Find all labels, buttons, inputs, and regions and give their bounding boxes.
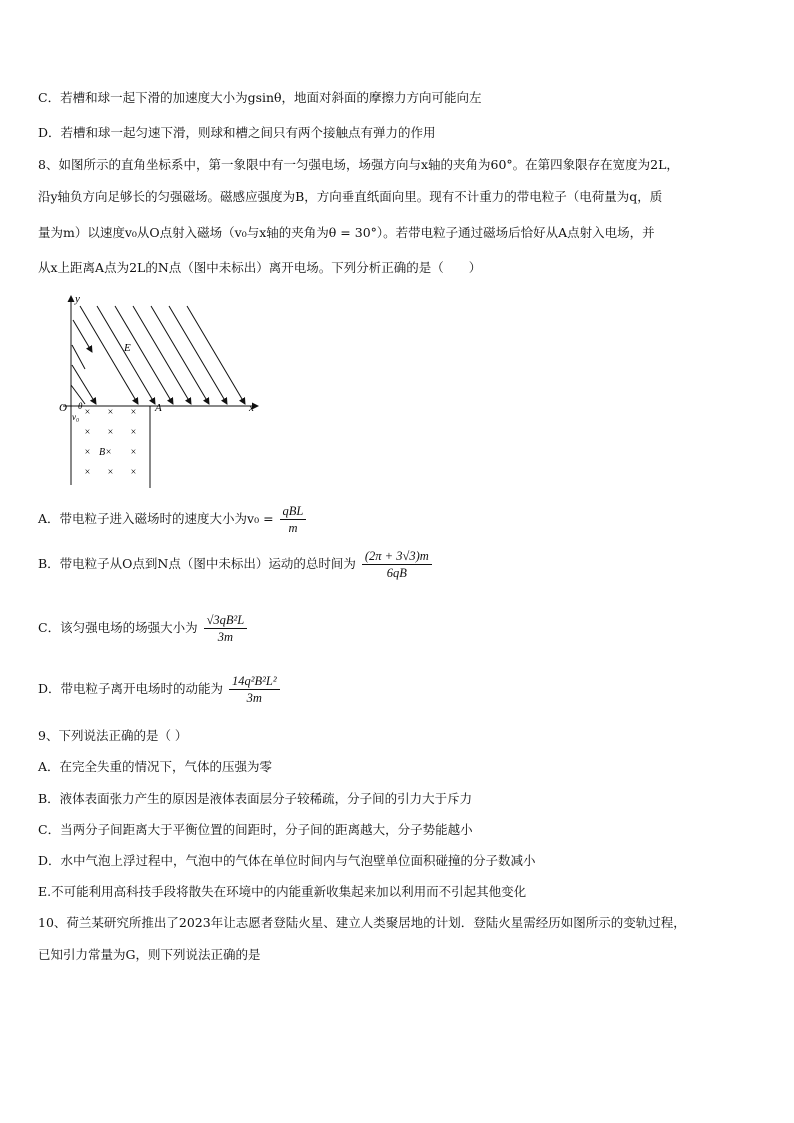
e-label: E [124,342,131,354]
q8-option-a [38,503,306,536]
option-b-fraction [362,548,432,581]
cross: × [107,467,114,478]
q8-stem-line4: 从x上距离A点为2L的N点（图中未标出）离开电场。下列分析正确的是（ ） [38,260,482,275]
fraction-denominator: 3m [246,691,262,705]
cross: × [107,407,114,418]
option-a-text: A．带电粒子进入磁场时的速度大小为v₀ = [38,511,274,526]
option-a-fraction [280,503,307,536]
cross: × [84,467,91,478]
e-field-lines [71,306,245,404]
x-label: x [249,402,254,414]
option-c-fraction [204,612,248,645]
fraction-numerator: qBL [280,503,307,520]
b-field-crosses [84,407,137,478]
cross: × [130,447,137,458]
cross: × [130,407,137,418]
q7-option-d: D．若槽和球一起匀速下滑，则球和槽之间只有两个接触点有弹力的作用 [38,125,436,140]
cross: × [107,427,114,438]
q9-option-a: A．在完全失重的情况下，气体的压强为零 [38,759,273,774]
q10-stem-line2: 已知引力常量为G，则下列说法正确的是 [38,947,261,962]
fraction-denominator: m [288,521,298,535]
option-d-fraction [229,673,280,706]
cross: × [130,467,137,478]
cross: × [130,427,137,438]
q9-option-c: C．当两分子间距离大于平衡位置的间距时，分子间的距离越大，分子势能越小 [38,822,473,837]
theta-label: θ [78,401,83,411]
b-label: B× [99,447,112,458]
q8-stem-line1: 8、如图所示的直角坐标系中，第一象限中有一匀强电场，场强方向与x轴的夹角为60°。在第四象限存在宽度为2L， [38,157,679,172]
q10-stem-line1: 10、荷兰某研究所推出了2023年让志愿者登陆火星、建立人类聚居地的计划．登陆火星需经历如图所示的变轨过程， [38,915,686,930]
v0-label: v₀ [72,412,80,422]
origin-label: O [59,402,67,414]
q8-stem-line2: 沿y轴负方向足够长的匀强磁场。磁感应强度为B，方向垂直纸面向里。现有不计重力的带电粒子（电荷量为q，质 [38,189,663,204]
fraction-denominator: 3m [217,630,234,644]
q9-stem: 9、下列说法正确的是（ ） [38,728,188,743]
q9-option-d: D．水中气泡上浮过程中，气泡中的气体在单位时间内与气泡壁单位面积碰撞的分子数减小 [38,853,536,868]
q8-figure [55,290,265,490]
q8-option-b [38,548,432,581]
cross: × [84,447,91,458]
fraction-numerator: (2π + 3√3)m [362,548,432,565]
q8-stem-line3: 量为m）以速度v₀从O点射入磁场（v₀与x轴的夹角为θ = 30°）。若带电粒子通过磁场后恰好从A点射入电场，并 [38,225,655,240]
fraction-numerator: 14q²B²L² [229,673,280,690]
fraction-numerator: √3qB²L [204,612,248,629]
q9-option-e: E.不可能利用高科技手段将散失在环境中的内能重新收集起来加以利用而不引起其他变化 [38,884,527,899]
field-diagram [55,290,265,490]
option-d-text: D．带电粒子离开电场时的动能为 [38,681,224,696]
y-label: y [75,293,80,305]
option-b-text: B．带电粒子从O点到N点（图中未标出）运动的总时间为 [38,556,356,571]
q8-option-c [38,612,247,645]
q9-option-b: B．液体表面张力产生的原因是液体表面层分子较稀疏，分子间的引力大于斥力 [38,791,473,806]
cross: × [84,407,91,418]
option-c-text: C．该匀强电场的场强大小为 [38,620,198,635]
a-label: A [155,402,162,414]
q8-option-d [38,673,280,706]
fraction-denominator: 6qB [386,566,407,580]
cross: × [84,427,91,438]
q7-option-c: C．若槽和球一起下滑的加速度大小为gsinθ，地面对斜面的摩擦力方向可能向左 [38,90,482,105]
